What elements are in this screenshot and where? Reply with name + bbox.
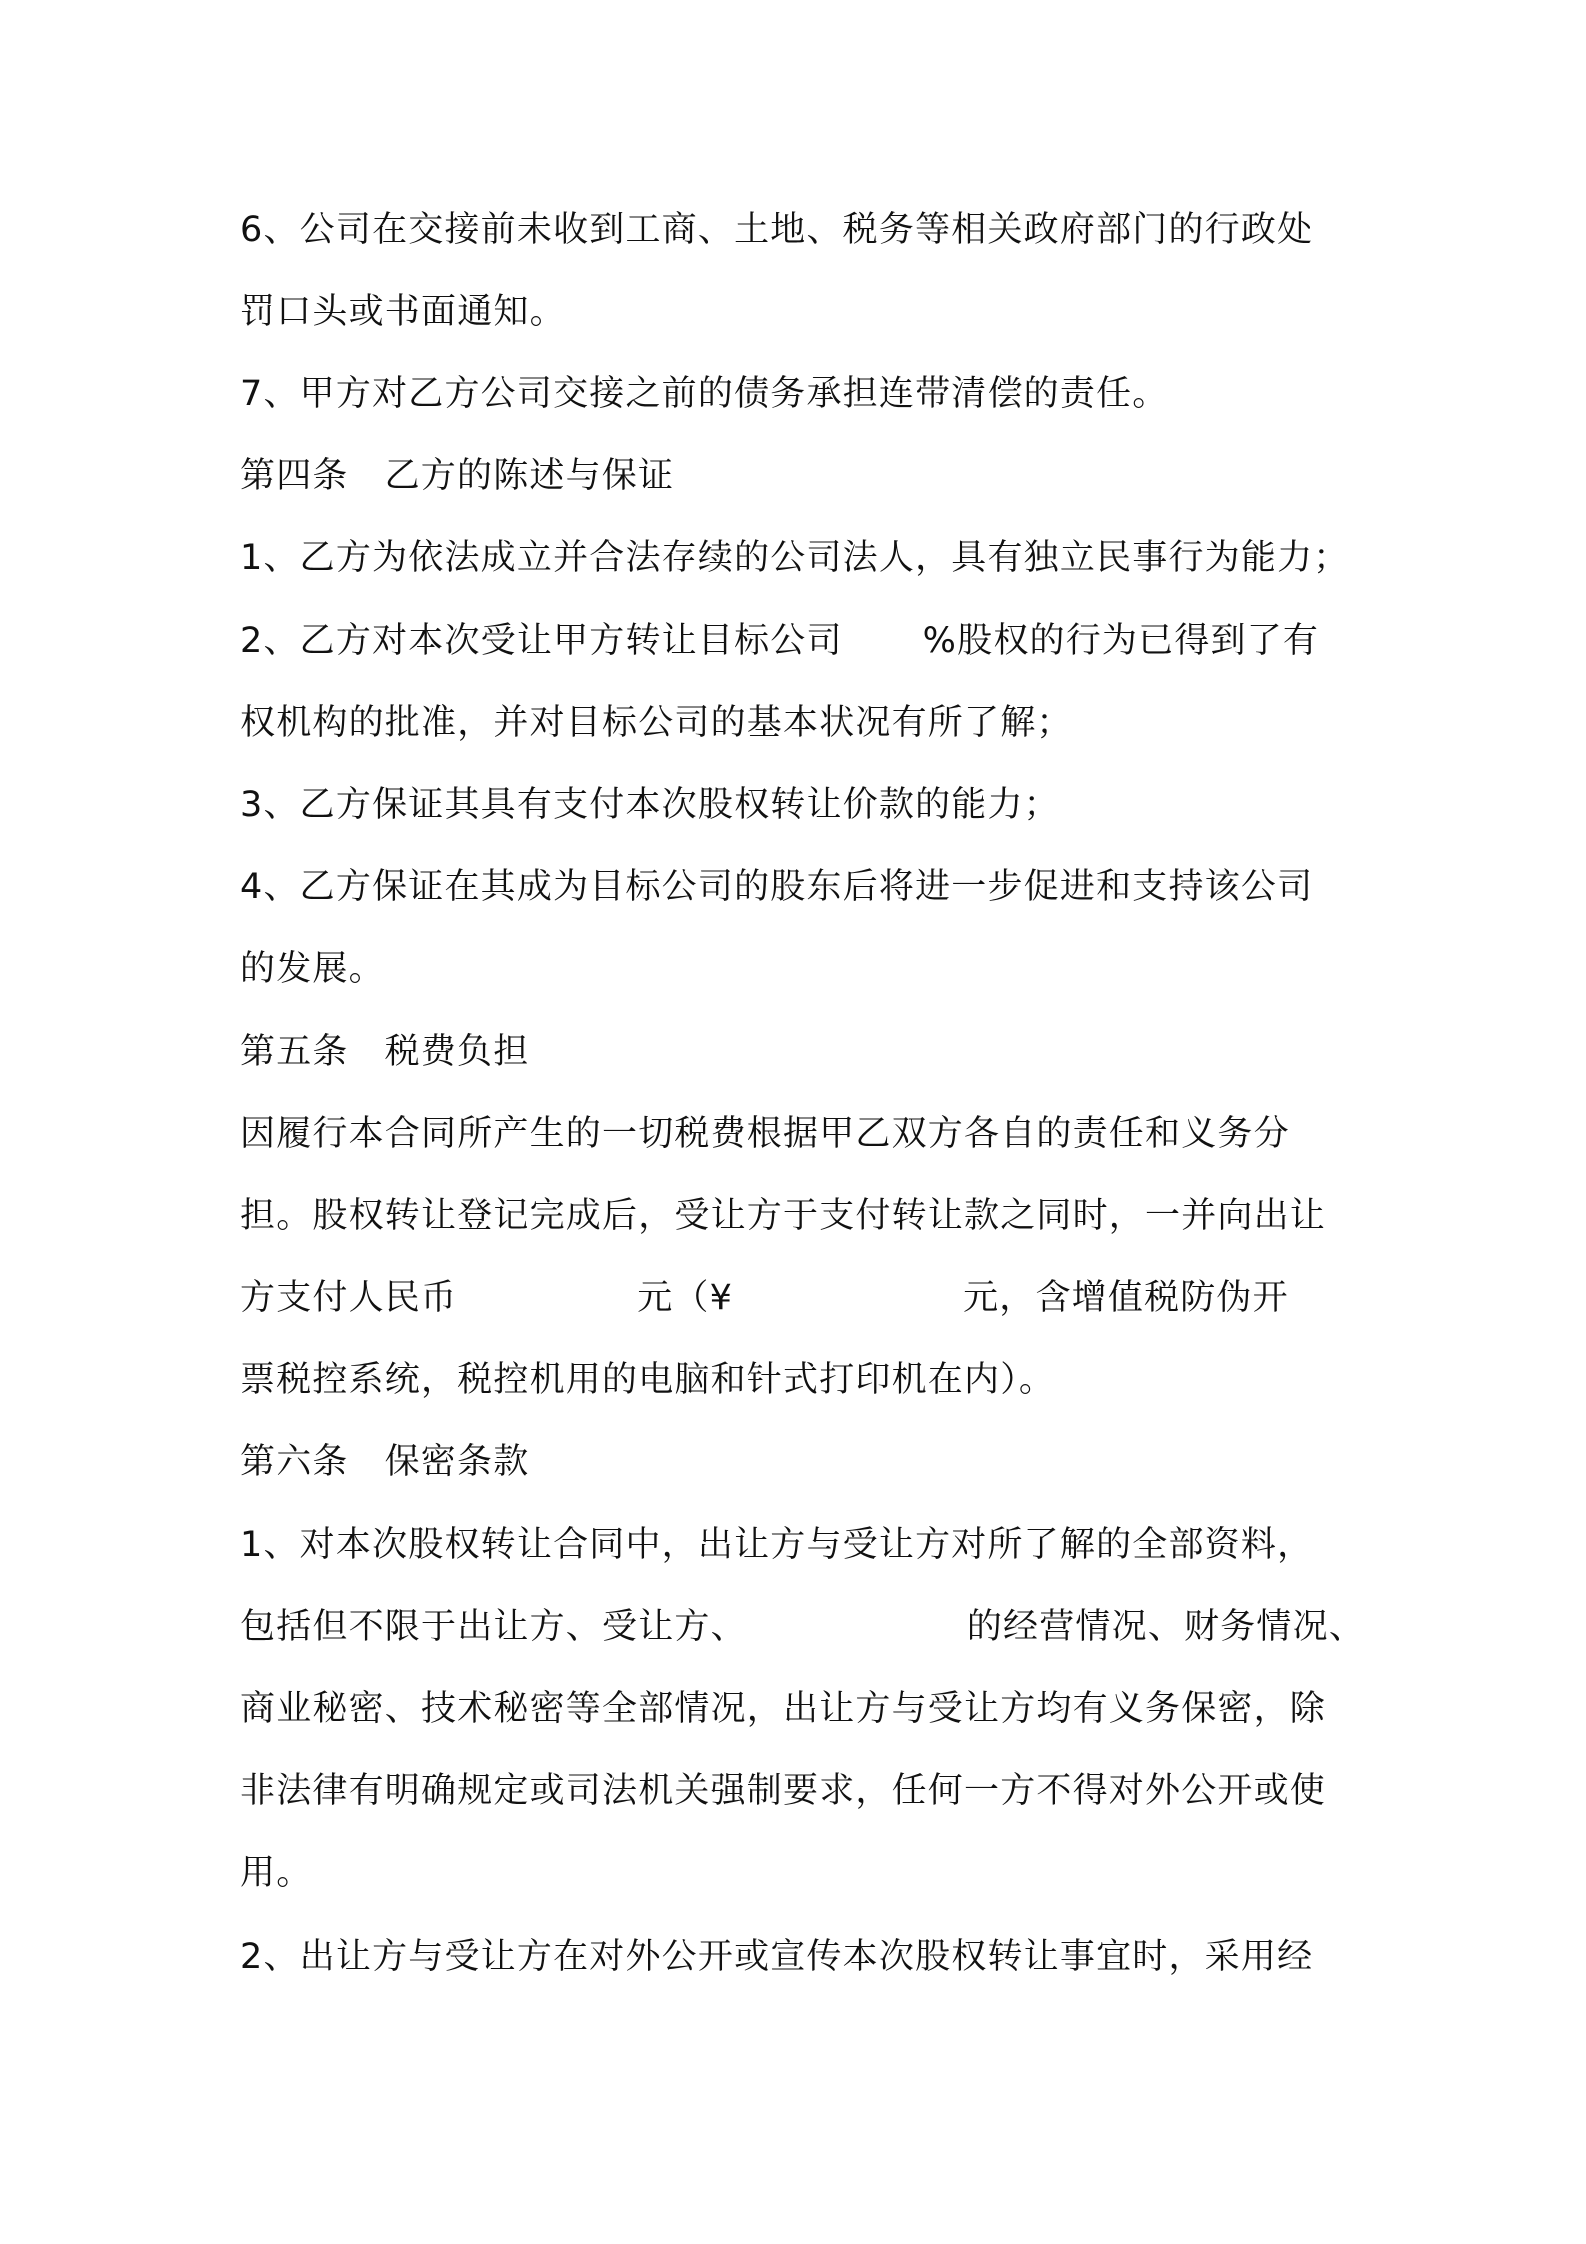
article-5-number: 第五条: [240, 1032, 349, 1072]
article-6-heading: [240, 1440, 529, 1484]
clause-5-line-3: [240, 1276, 1289, 1320]
clause-6-item-1-line-5: 用。: [240, 1853, 313, 1893]
clause-3-item-6-line-2: 罚口头或书面通知。: [240, 292, 566, 332]
clause-5-text-c: 元，含增值税防伪开: [963, 1278, 1289, 1318]
clause-5-text-a: 方支付人民币: [240, 1278, 458, 1318]
clause-3-item-6-line-1: 6、公司在交接前未收到工商、土地、税务等相关政府部门的行政处: [240, 210, 1314, 250]
clause-4-item-1: 1、乙方为依法成立并合法存续的公司法人，具有独立民事行为能力；: [240, 538, 1350, 578]
article-6-title: 保密条款: [384, 1442, 530, 1482]
clause-6-item-1-line-4: 非法律有明确规定或司法机关强制要求，任何一方不得对外公开或使: [240, 1771, 1327, 1811]
clause-4-item-2-line-2: 权机构的批准，并对目标公司的基本状况有所了解；: [240, 703, 1073, 743]
clause-6-item-1-line-2: [240, 1605, 1365, 1649]
clause-3-item-7: 7、甲方对乙方公司交接之前的债务承担连带清偿的责任。: [240, 374, 1169, 414]
clause-5-line-4: 票税控系统，税控机用的电脑和针式打印机在内）。: [240, 1360, 1056, 1400]
clause-4-item-3: 3、乙方保证其具有支付本次股权转让价款的能力；: [240, 785, 1060, 825]
clause-6-item-1-text-b: 的经营情况、财务情况、: [966, 1607, 1366, 1647]
article-4-title: 乙方的陈述与保证: [384, 456, 675, 496]
clause-4-item-2-text-b: %股权的行为已得到了有: [922, 621, 1320, 661]
article-4-number: 第四条: [240, 456, 349, 496]
clause-4-item-2-line-1: [240, 619, 1319, 663]
article-6-number: 第六条: [240, 1442, 349, 1482]
clause-5-line-1: 因履行本合同所产生的一切税费根据甲乙双方各自的责任和义务分: [240, 1114, 1290, 1154]
clause-6-item-2-line-1: 2、出让方与受让方在对外公开或宣传本次股权转让事宜时，采用经: [240, 1937, 1314, 1977]
clause-4-item-4-line-2: 的发展。: [240, 949, 385, 989]
clause-5-line-2: 担。股权转让登记完成后，受让方于支付转让款之同时，一并向出让: [240, 1196, 1327, 1236]
article-4-heading: [240, 454, 674, 498]
clause-6-item-1-line-3: 商业秘密、技术秘密等全部情况，出让方与受让方均有义务保密，除: [240, 1689, 1327, 1729]
clause-6-item-1-text-a: 包括但不限于出让方、受让方、: [240, 1607, 747, 1647]
clause-4-item-4-line-1: 4、乙方保证在其成为目标公司的股东后将进一步促进和支持该公司: [240, 867, 1314, 907]
clause-4-item-2-text-a: 2、乙方对本次受让甲方转让目标公司: [240, 621, 843, 661]
article-5-title: 税费负担: [384, 1032, 530, 1072]
clause-5-text-b: 元（¥: [637, 1278, 734, 1318]
clause-6-item-1-line-1: 1、对本次股权转让合同中，出让方与受让方对所了解的全部资料，: [240, 1525, 1314, 1565]
article-5-heading: [240, 1030, 529, 1074]
